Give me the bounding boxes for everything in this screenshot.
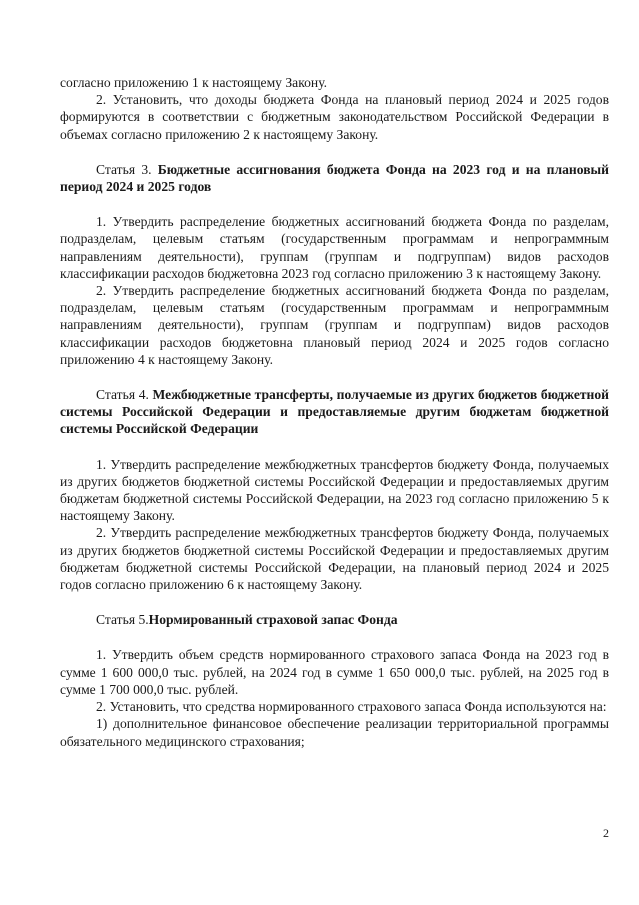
article-5-title: Нормированный страховой запас Фонда <box>148 612 398 628</box>
article-3-title: Бюджетные ассигнования бюджета Фонда на 2023 год и на плановый период 2024 и 2025 годов <box>60 161 609 195</box>
paragraph-item-2: 2. Установить, что доходы бюджета Фонда на плановый период 2024 и 2025 годов формируются в соответствии с бюджетным законодательством Российской Федерации в объемах согласно приложению 2 к настоящему Закону. <box>60 92 609 142</box>
article-3-item-1: 1. Утвердить распределение бюджетных ассигнований бюджета Фонда по разделам, подразделам, целевым статьям (государственным программам и непрограммным направлениям деятельности), группам (группам и подгруппам) видов расходов классификации расходов бюджетовна 2023 год согласно приложению 3 к настоящему Закону. <box>60 214 609 281</box>
article-4-item-1: 1. Утвердить распределение межбюджетных трансфертов бюджету Фонда, получаемых из других бюджетов бюджетной системы Российской Федерации и предоставляемых другим бюджетам бюджетной системы Российской Федерации, на 2023 год согласно приложению 5 к настоящему Закону. <box>60 456 609 524</box>
article-4-title: Межбюджетные трансферты, получаемые из других бюджетов бюджетной системы Российской Федерации и предоставляемые другим бюджетам бюджетной системы Российской Федерации <box>60 387 609 437</box>
article-3-item-2: 2. Утвердить распределение бюджетных ассигнований бюджета Фонда по разделам, подразделам, целевым статьям (государственным программам и непрограммным направлениям деятельности), группам (группам и подгруппам) видов расходов классификации расходов бюджетовна плановый период 2024 и 2025 годов согласно приложению 4 к настоящему Закону. <box>60 283 609 367</box>
article-4-prefix: Статья 4. <box>96 387 153 403</box>
article-5-item-1: 1. Утвердить объем средств нормированного страхового запаса Фонда на 2023 год в сумме 1 600 000,0 тыс. рублей, на 2024 год в сумме 1 650 000,0 тыс. рублей, на 2025 год в сумме 1 700 000,0 тыс. рублей. <box>60 647 609 697</box>
article-3-prefix: Статья 3. <box>96 161 158 177</box>
article-5-prefix: Статья 5. <box>96 612 149 628</box>
article-5-heading <box>60 611 609 628</box>
page-number: 2 <box>603 826 609 840</box>
article-4-heading <box>60 386 609 438</box>
article-5-item-2: 2. Установить, что средства нормированного страхового запаса Фонда используются на: <box>96 699 607 715</box>
article-5-subitem-1: 1) дополнительное финансовое обеспечение реализации территориальной программы обязательного медицинского страхования; <box>60 716 609 749</box>
paragraph-continuation: согласно приложению 1 к настоящему Закону. <box>60 75 328 90</box>
article-3-heading <box>60 161 609 195</box>
article-4-item-2: 2. Утвердить распределение межбюджетных трансфертов бюджету Фонда, получаемых из других бюджетов бюджетной системы Российской Федерации и предоставляемых другим бюджетам бюджетной системы Российской Федерации, на плановый период 2024 и 2025 годов согласно приложению 6 к настоящему Закону. <box>60 525 609 593</box>
